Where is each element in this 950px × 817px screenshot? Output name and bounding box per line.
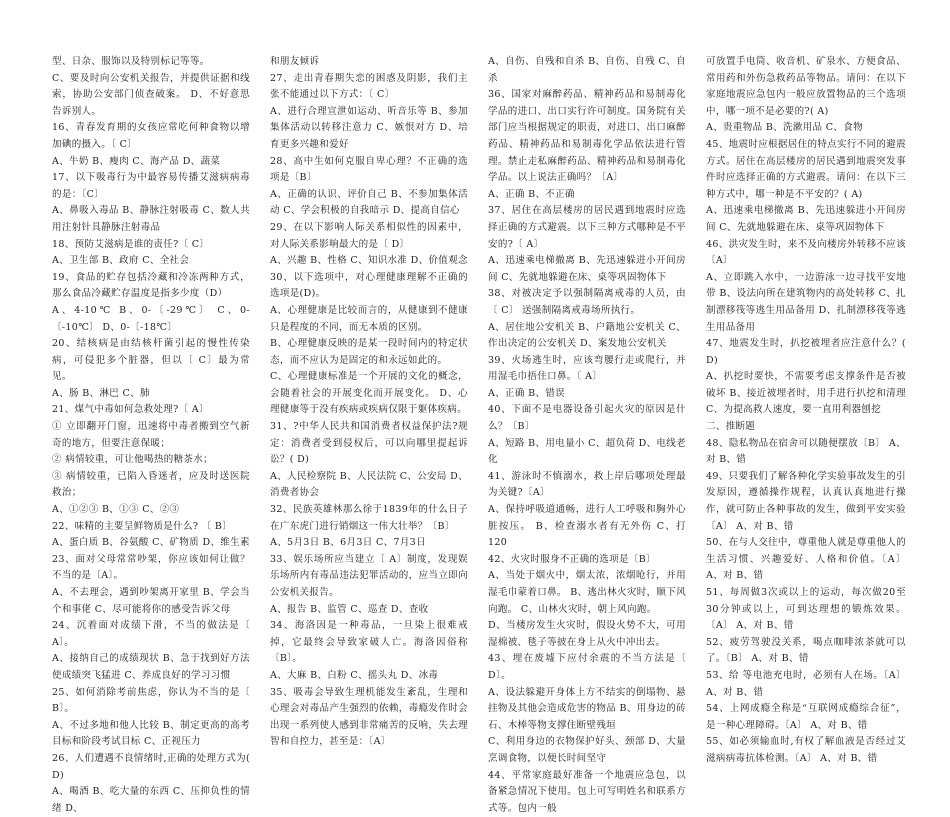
text-paragraph: 16、青春发育期的女孩应常吃何种食物以增加碘的摄入。〔 C〕 [52,122,250,150]
text-paragraph: 37、居住在高层楼房的居民遇到地震时应选择正确的方式避震。以下三种方式哪种是不平安的?〔 A〕 [488,205,686,250]
text-paragraph: A、保持呼吸道通畅，进行人工呼吸和胸外心脏按压。 B、检查溺水者有无外伤 C、打120 [488,504,686,549]
text-paragraph: 18、预防艾滋病是谁的责任?〔 C〕 [52,238,210,250]
text-paragraph: A、不去理会，遇到吵架离开家里 B、学会当个和事佬 C、尽可能将你的感受告诉父母 [52,587,250,615]
text-paragraph: A、设法躲避开身体上方不结实的倒塌物、悬挂物及其他会造成危害的物品 B、用身边的砖石、木棒等物支撑住断壁残垣 [488,686,686,731]
text-paragraph: 44、平常家庭最好准备一个地震应急包，以备紧急情况下使用。包上可写明姓名和联系方式等。包内一般 [488,769,686,814]
text-paragraph: 43、埋在废墟下应付余震的不当方法是〔 D〕。 [488,653,686,681]
text-paragraph: 51、每周做3次或以上的运动，每次做20至30分钟或以上，可到达理想的锻炼效果。〔A〕 A、对 B、错 [706,587,906,632]
text-paragraph: 24、沉着面对成绩下滑，不当的做法是〔 A〕。 [52,620,250,648]
text-paragraph: A、喝酒 B、吃大量的东西 C、压抑负性的情绪 D、 [52,786,250,814]
text-paragraph: B、心理健康反映的是某一段时间内的特定状态，而不应认为是固定的和永远如此的。 [270,338,468,366]
text-paragraph: 46、洪灾发生时，来不及向楼房外转移不应该〔A〕 [706,238,906,267]
text-paragraph: A、迅速乘电梯撤离 B、先迅速躲进小开间房间 C、先就地躲避在床、桌等巩固物体下 [488,255,686,283]
text-paragraph: 45、地震时应根据居住的特点实行不同的避震方式。居住在高层楼房的居民遇到地震突发事件时应选择正确的方式避震。请问：在以下三种方式中，哪一种是不平安的？( A) [706,138,906,200]
text-paragraph: A、大麻 B、白粉 C、摇头丸 D、冰毒 [270,669,439,681]
text-paragraph: 19、食品的贮存包括冷藏和冷冻两种方式，那么食品冷藏贮存温度是指多少度（D） [52,271,250,300]
column-3 [488,54,686,817]
text-paragraph: A、扒挖时要快，不需要考虑支撑条件是否被破坏 B、接近被埋者时，用手进行扒挖和清理 C、为提高救人速度，要一直用利器刨挖 [706,371,906,416]
text-paragraph: A、肠 B、淋巴 C、肺 [52,387,150,399]
text-paragraph: 36、国家对麻醉药品、精神药品和易制毒化学品的进口、出口实行许可制度。国务院有关部门应当根据规定的职责，对进口、出口麻醉药品、精神药品和易制毒化学品依法进行管理。禁止走私麻醉药品、精神药品和易制毒化学品。以上说法正确吗？〔A〕 [488,89,686,184]
text-paragraph: A、贵重物品 B、洗漱用品 C、食物 [706,122,863,134]
text-paragraph: C、要及时向公安机关报告，并提供证据和线索，协助公安部门侦查破案。 D、不好意思告诉别人。 [52,72,250,117]
text-paragraph: 41、游泳时不慎溺水，救上岸后哪项处理最为关键?〔A〕 [488,470,686,499]
text-paragraph: 35、吸毒会导致生理机能发生紊乱，生理和心理会对毒品产生强烈的依赖，毒瘾发作时会出现一系列使人感到非常痛苦的反响，失去理智和自控力，甚至是：〔A〕 [270,686,468,748]
text-paragraph: A、当处于烟火中，烟太浓，浓烟呛行，并用湿毛巾蒙着口鼻。 B、逃出林火灾时，顺下风向跑。 C、山林火灾时，朝上风向跑。 [488,570,686,615]
text-paragraph: A、短路 B、用电量小 C、超负荷 D、电线老化 [488,437,686,466]
text-paragraph: A、不过多地和他人比较 B、制定更高的高考目标和阶段考试目标 C、正视压力 [52,719,250,748]
text-paragraph: 49、只要我们了解各种化学实验事故发生的引发原因，遵循操作规程，认真认真地进行操作，就可防止各种事故的发生，做到平安实验〔A〕 A、对 B、错 [706,470,906,532]
column-4 [706,54,906,768]
text-paragraph: ③ 病情较重，已陷入昏迷者，应及时送医院救治； [52,470,250,499]
text-paragraph: 二、推断题 [706,421,756,433]
text-paragraph: 25、如何消除考前焦虑，你认为不当的是〔 B〕。 [52,686,250,715]
text-paragraph: A、蛋白质 B、谷氨酸 C、矿物质 D、维生素 [52,537,250,549]
text-paragraph: 47、地震发生时，扒挖被埋者应注意什么？( D) [706,338,906,366]
text-paragraph: A、进行合理宣泄如运动、听音乐等 B、参加集体活动以转移注意力 C、嫉恨对方 D、培育更多兴趣和爱好 [270,105,468,150]
text-paragraph: A、迅速乘电梯撤离 B、先迅速躲进小开间房间 C、先就地躲避在床、桌等巩固物体下 [706,205,906,233]
text-paragraph: 20、结核病是由结核杆菌引起的慢性传染病，可侵犯多个脏器，但以〔 C〕最为常见。 [52,338,250,383]
text-paragraph: 50、在与人交往中，尊重他人就是尊重他人的生活习惯、兴趣爱好、人格和价值。〔A〕 A、对 B、错 [706,537,906,582]
text-paragraph: A、立即跳入水中，一边游泳一边寻找平安地带 B、设法向所在建筑物内的高处转移 C、扎制漂移筏等逃生用品备用 D、扎制漂移筏等逃生用品备用 [706,271,906,333]
text-paragraph: D、当楼房发生火灾时，假设火势不大，可用湿棉被、毯子等披在身上从火中冲出去。 [488,620,686,648]
text-paragraph: 38、对被决定予以强制隔离戒毒的人员，由〔 C〕 送强制隔离戒毒场所执行。 [488,288,686,316]
text-paragraph: 27、走出青春期失恋的困惑及阴影，我们主张不能通过以下方式：〔 C〕 [270,72,468,101]
text-paragraph: 29、在以下影响人际关系相似性的因素中，对人际关系影响最大的是〔 D〕 [270,221,468,250]
text-paragraph: 23、面对父母常常吵架，你应该如何让做？不当的是〔A〕。 [52,553,250,582]
column-1 [52,54,250,817]
text-paragraph: 53、给 等电池充电时，必须有人在场。〔A〕 A、对 B、错 [706,669,906,698]
text-paragraph: A、正确的认识、评价自己 B、不参加集体活动 C、学会积极的自我暗示 D、提高自信心 [270,188,468,217]
text-paragraph: A、①②③ B、①③ C、②③ [52,504,180,516]
text-paragraph: A、人民检察院 B、人民法院 C、公安局 D、消费者协会 [270,470,468,499]
text-paragraph: A、报告 B、监管 C、巡查 D、查收 [270,603,429,615]
text-paragraph: 17、以下吸毒行为中最容易传播艾滋病病毒的是：〔C〕 [52,172,250,200]
text-paragraph: A、正确 B、错误 [488,387,566,399]
text-paragraph: 33、娱乐场所应当建立〔 A〕制度，发现娱乐场所内有毒品违法犯罪活动的，应当立即向公安机关报告。 [270,553,468,598]
text-paragraph: 可放置手电筒、收音机、矿泉水、方便食品、常用药和外伤急救药品等物品。请问：在以下家庭地震应急包内一般应放置物品的三个选项中，哪一项不是必要的?( A) [706,56,906,117]
text-paragraph: C、心理健康标准是一个开展的文化的概念，会随着社会的开展变化而开展变化。 D、心理健康等于没有疾病或疾病仅限于躯体疾病。 [270,371,468,416]
text-paragraph: 型、日杂、服饰以及特别标记等等。 [52,56,210,67]
text-paragraph: 42、火灾时服身不正确的选项是〔B〕 [488,553,656,565]
text-paragraph: ① 立即翻开门窗，迅速将中毒者搬到空气新奇的地方，但要注意保暖； [52,421,250,449]
text-paragraph: A、兴趣 B、性格 C、知识水准 D、价值观念 [270,255,468,267]
text-paragraph: A、正确 B、不正确 [488,188,575,200]
text-paragraph: 21、煤气中毒如何急救处理?〔 A〕 [52,404,209,416]
text-paragraph: 26、人们遭遇不良情绪时,正确的处理方式为( D) [52,752,250,781]
text-paragraph: 39、火场逃生时，应该弯腰行走或爬行，并用湿毛巾捂住口鼻。〔 A〕 [488,354,686,383]
text-paragraph: 48、隐私物品在宿舍可以随便摆放〔B〕 A、对 B、错 [706,437,906,466]
text-paragraph: A、居住地公安机关 B、户籍地公安机关 C、作出决定的公安机关 D、案发地公安机关 [488,321,686,350]
column-2 [270,54,468,751]
text-paragraph: 40、下面不是电器设备引起火灾的原因是什么？〔B〕 [488,404,686,433]
text-paragraph: A、牛奶 B、瘦肉 C、海产品 D、蔬菜 [52,155,221,167]
text-paragraph: A、自伤、自残和自杀 B、自伤、自残 C、自杀 [488,56,686,84]
text-paragraph: A、卫生部 B、政府 C、全社会 [52,255,190,267]
text-paragraph: A、鼻吸入毒品 B、静脉注射吸毒 C、数人共用注射针具静脉注射毒品 [52,205,250,233]
text-paragraph: 28、高中生如何克服自卑心理？不正确的选项是〔B〕 [270,155,468,184]
text-paragraph: ② 病情较重，可让他喝热的糖茶水； [52,454,213,466]
text-paragraph: 32、民族英雄林那么徐于1839年的什么日子在广东虎门进行销烟这一伟大壮举？〔B〕 [270,504,468,532]
text-paragraph: C、利用身边的衣物保护好头、颈部 D、大量烹调食物，以便长时间坚守 [488,736,686,764]
text-paragraph: 54、上网成瘾全称是“互联网成瘾综合征”，是一种心理障碍。〔A〕 A、对 B、错 [706,703,906,731]
text-paragraph: A、心理健康是比较而言的，从健康到不健康只是程度的不同，而无本质的区别。 [270,304,468,333]
text-paragraph: 52、疲劳驾驶没关系，喝点咖啡浓茶就可以了。〔B〕 A、对 B、错 [706,636,906,665]
text-paragraph: A、5月3日 B、6月3日 C、7月3日 [270,537,426,549]
text-paragraph: 30、以下选项中，对心理健康理解不正确的选项是(D)。 [270,271,468,300]
text-paragraph: 55、如必须输血时,有权了解血液是否经过艾滋病病毒抗体检测。〔A〕 A、对 B、错 [706,736,906,764]
text-paragraph: A、接纳自己的成绩现状 B、急于找到好方法使成绩突飞猛进 C、养成良好的学习习惯 [52,653,250,681]
text-paragraph: 和朋友倾诉 [270,56,320,67]
text-paragraph: A、4-10℃ B、0-〔-29℃〕 C、0-〔-10℃〕 D、0-〔-18℃〕 [52,304,250,333]
text-paragraph: 31、?中华人民共和国消费者权益保护法?规定：消费者受到侵权后，可以向哪里提起诉讼？( D) [270,421,468,466]
text-paragraph: 22、味精的主要呈鲜物质是什么? 〔 B〕 [52,520,233,532]
text-paragraph: 34、海洛因是一种毒品，一旦染上很难戒掉，它最终会导致家破人亡。海洛因俗称〔B〕。 [270,620,468,665]
